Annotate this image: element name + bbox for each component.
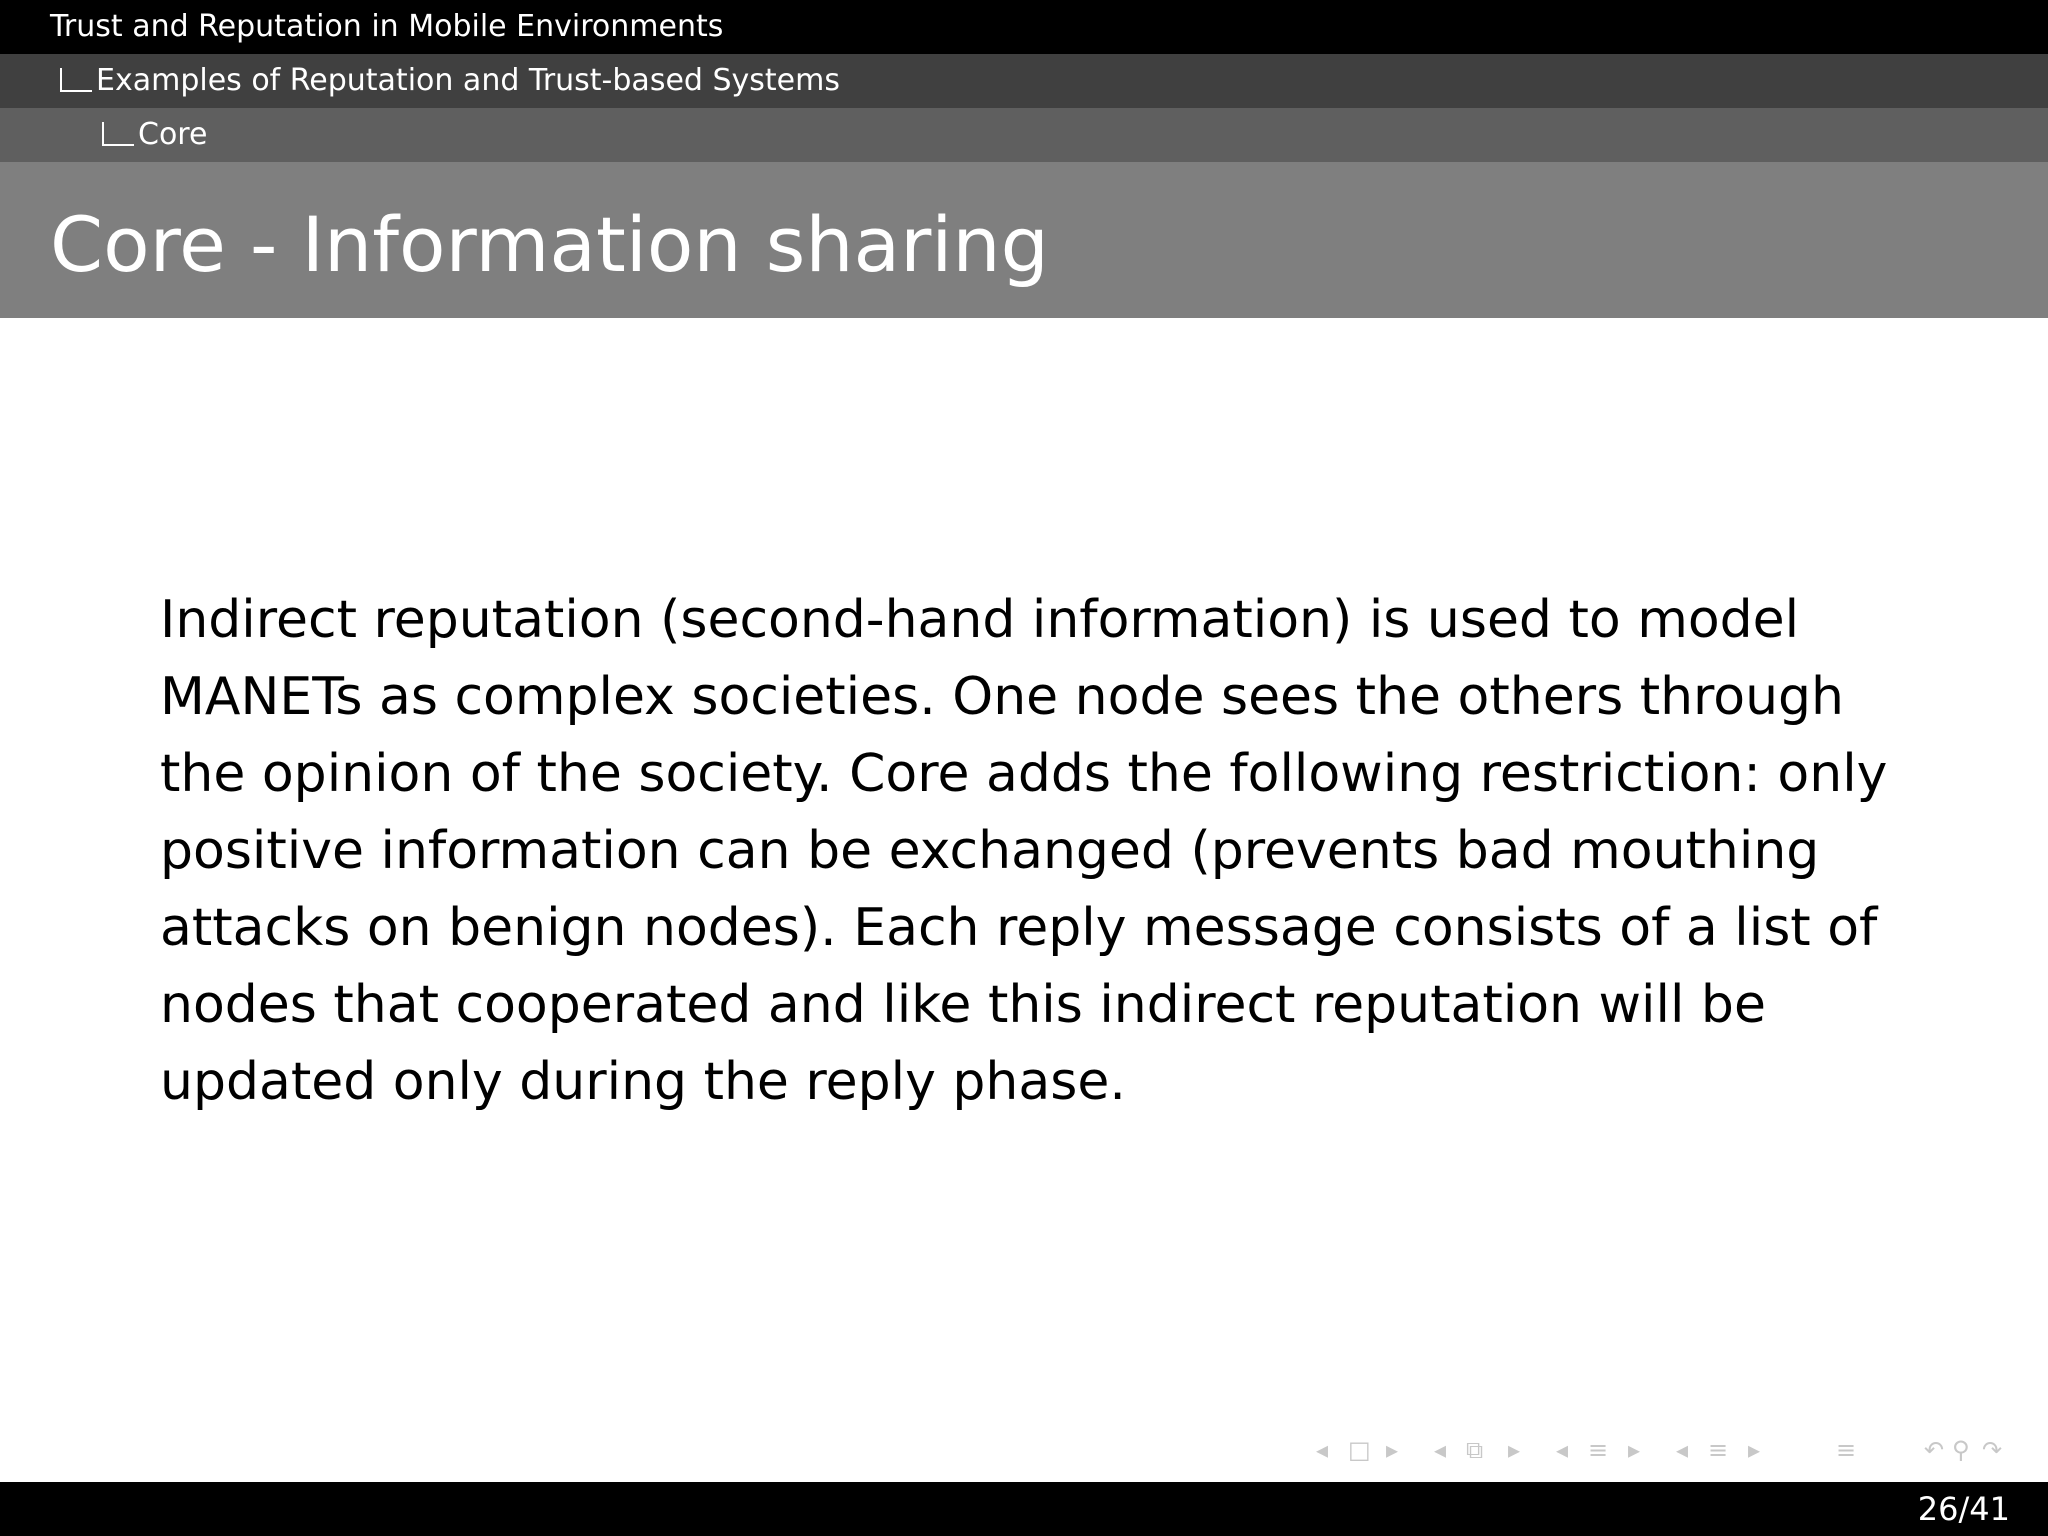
slide-body-text: Indirect reputation (second-hand information) is used to model MANETs as complex societies. One node sees the others through the opinion of the society. Core adds the following restriction: only positive information can be exchanged (prevents bad mouthing attacks on benign nodes). Each reply message consists of a list of nodes that cooperated and like this indirect reputation will be updated only during the reply phase. bbox=[160, 590, 1888, 1112]
nav-document-icon[interactable]: ≡ bbox=[1708, 1436, 1729, 1464]
breadcrumb-section[interactable] bbox=[0, 0, 2048, 54]
nav-search-icon[interactable]: ⚲ bbox=[1952, 1436, 1970, 1464]
footer-bar bbox=[0, 1482, 2048, 1536]
nav-prev-subsection-arrow-icon[interactable]: ◂ bbox=[1434, 1436, 1447, 1464]
frame-title-bar bbox=[0, 162, 2048, 318]
breadcrumb-subsection[interactable] bbox=[0, 54, 2048, 108]
nav-subsection-icon[interactable]: ⧉ bbox=[1466, 1436, 1484, 1464]
nav-frame-icon[interactable]: □ bbox=[1348, 1436, 1371, 1464]
nav-redo-icon[interactable]: ↷ bbox=[1982, 1436, 2003, 1464]
nav-undo-icon[interactable]: ↶ bbox=[1924, 1436, 1945, 1464]
breadcrumb-section-label: Trust and Reputation in Mobile Environments bbox=[50, 9, 724, 44]
nav-next-section-arrow-icon[interactable]: ▸ bbox=[1628, 1436, 1641, 1464]
breadcrumb-subsubsection[interactable] bbox=[0, 108, 2048, 162]
nav-section-icon[interactable]: ≡ bbox=[1588, 1436, 1609, 1464]
page-number: 26/41 bbox=[1917, 1490, 2010, 1528]
tree-connector-icon bbox=[60, 68, 92, 92]
breadcrumb-subsection-label: Examples of Reputation and Trust-based Systems bbox=[96, 63, 840, 98]
nav-next-subsection-arrow-icon[interactable]: ▸ bbox=[1508, 1436, 1521, 1464]
breadcrumb-subsubsection-label: Core bbox=[138, 117, 208, 152]
nav-prev-frame-arrow-icon[interactable]: ◂ bbox=[1316, 1436, 1329, 1464]
nav-next-document-arrow-icon[interactable]: ▸ bbox=[1748, 1436, 1761, 1464]
navigation-symbols bbox=[1316, 1432, 2036, 1468]
frame-title: Core - Information sharing bbox=[50, 200, 1049, 289]
nav-outline-icon[interactable]: ≡ bbox=[1836, 1436, 1857, 1464]
nav-prev-document-arrow-icon[interactable]: ◂ bbox=[1676, 1436, 1689, 1464]
nav-prev-section-arrow-icon[interactable]: ◂ bbox=[1556, 1436, 1569, 1464]
nav-next-frame-arrow-icon[interactable]: ▸ bbox=[1386, 1436, 1399, 1464]
tree-connector-icon bbox=[102, 122, 134, 146]
